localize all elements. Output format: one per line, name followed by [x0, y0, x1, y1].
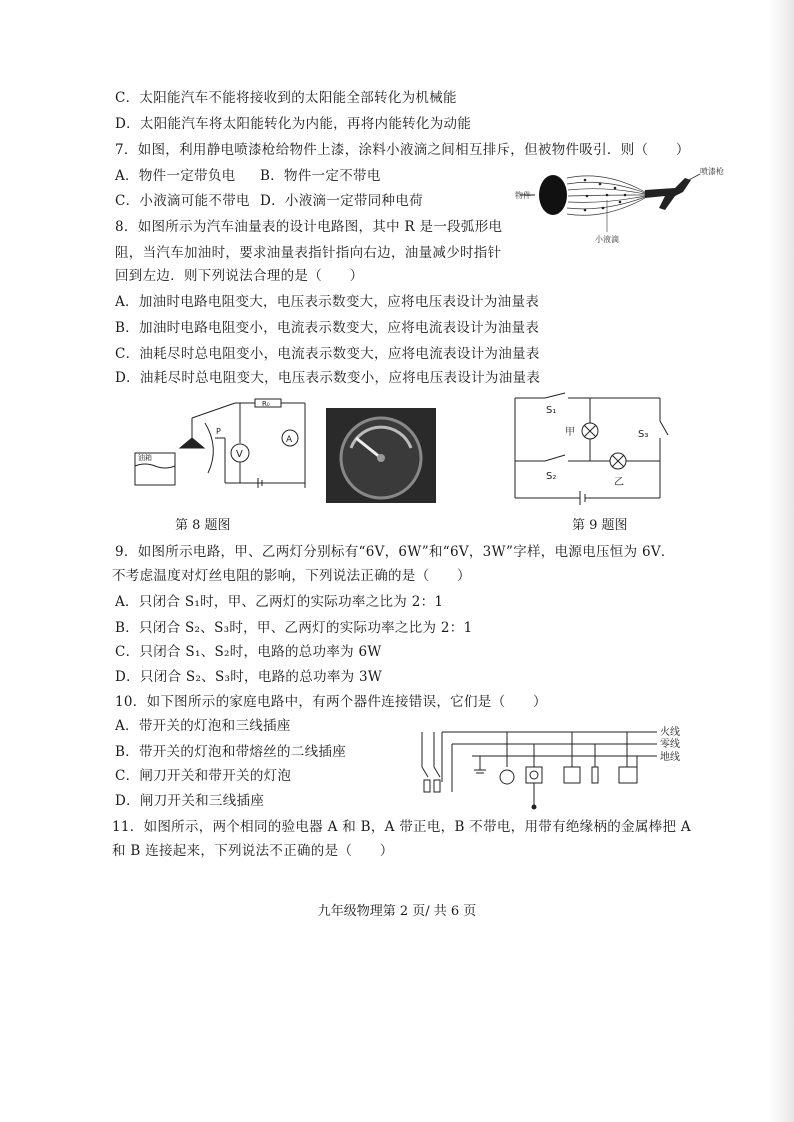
svg-text:喷漆枪: 喷漆枪 — [700, 167, 724, 176]
q10-option-b: B．带开关的灯泡和带熔丝的二线插座 — [115, 744, 347, 760]
q9-option-d: D．只闭合 S₂、S₃时，电路的总功率为 3W — [115, 669, 383, 685]
svg-text:S₂: S₂ — [546, 471, 557, 482]
svg-text:物件: 物件 — [515, 191, 531, 200]
q10-option-a: A．带开关的灯泡和三线插座 — [115, 718, 291, 734]
svg-text:油箱: 油箱 — [138, 454, 152, 462]
q6-option-d: D．太阳能汽车将太阳能转化为内能，再将内能转化为动能 — [115, 116, 472, 132]
two-lamp-circuit-figure — [510, 393, 680, 508]
svg-text:小液滴: 小液滴 — [595, 235, 619, 244]
q8-stem-1: 8．如图所示为汽车油量表的设计电路图，其中 R 是一段弧形电 — [115, 219, 503, 235]
q10-stem: 10．如下图所示的家庭电路中，有两个器件连接错误，它们是（ ） — [115, 694, 547, 710]
workpiece-shape — [539, 175, 567, 215]
q7-option-a: A．物件一定带负电 — [115, 168, 236, 184]
svg-text:地线: 地线 — [660, 752, 680, 763]
svg-text:甲: 甲 — [565, 427, 575, 438]
q10-option-d: D．闸刀开关和三线插座 — [115, 793, 265, 809]
figure-9-caption: 第 9 题图 — [572, 518, 628, 533]
q8-stem-3: 回到左边．则下列说法合理的是（ ） — [115, 268, 364, 284]
q8-option-c: C．油耗尽时总电阻变小，电流表示数变大，应将电流表设计为油量表 — [115, 346, 540, 362]
svg-text:P: P — [216, 427, 221, 436]
q11-stem-1: 11．如图所示，两个相同的验电器 A 和 B，A 带正电，B 不带电，用带有绝缘柄的金属棒把 A — [112, 819, 691, 835]
figure-8-caption: 第 8 题图 — [175, 518, 231, 533]
q8-stem-2: 阻，当汽车加油时，要求油量表指针指向右边，油量减少时指针 — [115, 245, 502, 261]
q7-option-c: C．小液滴可能不带电 — [115, 193, 250, 209]
svg-text:S₃: S₃ — [638, 429, 649, 440]
q7-option-b: B．物件一定不带电 — [260, 168, 381, 184]
page-footer: 九年级物理第 2 页/ 共 6 页 — [317, 904, 477, 919]
q10-option-c: C．闸刀开关和带开关的灯泡 — [115, 768, 292, 784]
svg-text:零线: 零线 — [660, 739, 680, 750]
svg-text:乙: 乙 — [614, 477, 624, 488]
svg-text:R₀: R₀ — [262, 400, 270, 408]
q9-option-b: B．只闭合 S₂、S₃时，甲、乙两灯的实际功率之比为 2：1 — [115, 620, 473, 636]
q11-stem-2: 和 B 连接起来，下列说法不正确的是（ ） — [112, 843, 394, 859]
q9-stem-2: 不考虑温度对灯丝电阻的影响，下列说法正确的是（ ） — [112, 568, 471, 584]
q7-option-d: D．小液滴一定带同种电荷 — [260, 193, 423, 209]
q8-option-d: D．油耗尽时总电阻变大，电压表示数变小，应将电压表设计为油量表 — [115, 370, 541, 386]
svg-text:A: A — [286, 435, 293, 445]
fuel-gauge-circuit-figure — [130, 398, 315, 503]
q8-option-b: B．加油时电路电阻变小，电流表示数变大，应将电流表设计为油量表 — [115, 320, 540, 336]
spray-gun-shape — [645, 178, 691, 210]
q9-option-a: A．只闭合 S₁时，甲、乙两灯的实际功率之比为 2：1 — [115, 594, 444, 610]
household-circuit-figure — [412, 722, 692, 812]
fuel-gauge-photo — [326, 408, 436, 503]
scan-edge-shadow — [768, 0, 794, 1122]
q9-option-c: C．只闭合 S₁、S₂时，电路的总功率为 6W — [115, 644, 382, 660]
svg-text:火线: 火线 — [660, 727, 680, 738]
q9-stem-1: 9．如图所示电路，甲、乙两灯分别标有“6V，6W”和“6V，3W”字样，电源电压恒为 6V． — [115, 544, 675, 560]
spray-gun-figure — [515, 160, 724, 250]
svg-text:S₁: S₁ — [546, 405, 557, 416]
q8-option-a: A．加油时电路电阻变大，电压表示数变大，应将电压表设计为油量表 — [115, 294, 540, 310]
q6-option-c: C．太阳能汽车不能将接收到的太阳能全部转化为机械能 — [115, 90, 457, 106]
svg-text:V: V — [236, 449, 243, 460]
q7-stem: 7．如图，利用静电喷漆枪给物件上漆，涂料小液滴之间相互排斥，但被物件吸引．则（ ） — [115, 142, 690, 158]
